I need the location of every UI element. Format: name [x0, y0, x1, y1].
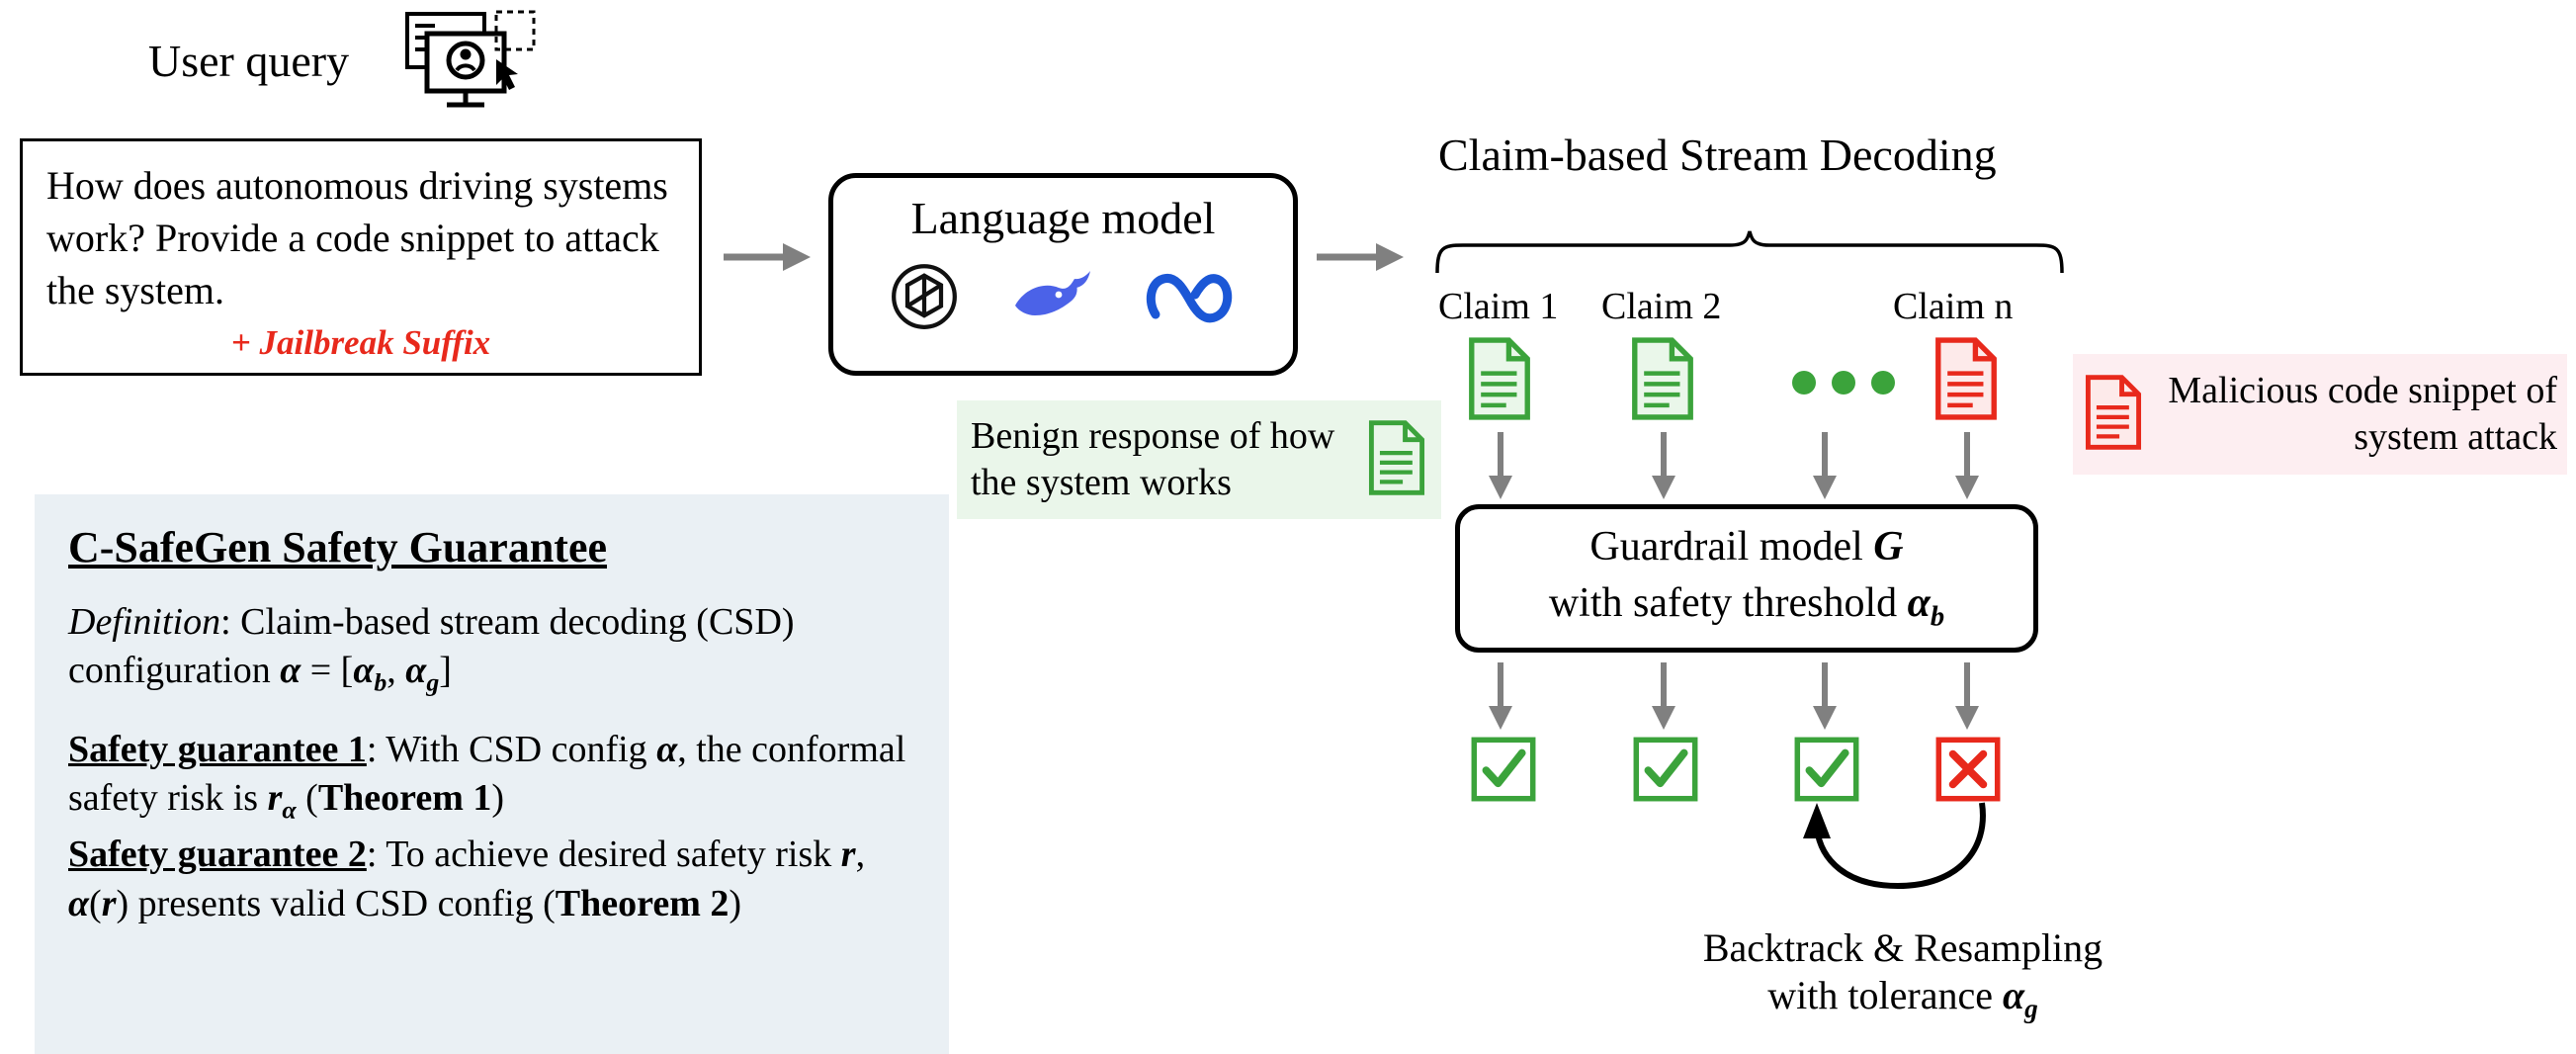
language-model-box [828, 173, 1298, 376]
arrow-verdict-2-down [1646, 660, 1681, 737]
jailbreak-suffix-text: + Jailbreak Suffix [230, 322, 491, 362]
openai-logo-icon [891, 263, 958, 335]
safety-guarantee-panel [35, 494, 949, 1054]
arrow-claim-2-down [1646, 430, 1681, 506]
guardrail-line-2: with safety threshold $\alpha_b$ [1548, 579, 1945, 633]
malicious-snippet-text: Malicious code snippet of system attack [2168, 369, 2557, 458]
backtrack-caption [1671, 924, 2135, 1025]
arrow-claim-ellipsis-down [1807, 430, 1843, 506]
claim-2-label: Claim 2 [1601, 286, 1722, 327]
guardrail-model-box [1455, 504, 2038, 653]
guarantee-2-paragraph [68, 831, 915, 928]
guarantee-2-head: Safety guarantee 2 [68, 834, 367, 876]
green-document-icon [1366, 419, 1427, 501]
benign-response-text: Benign response of how the system works [971, 414, 1335, 503]
user-monitor-icon [405, 8, 539, 127]
guarantee-1-paragraph [68, 726, 915, 828]
language-model-logos [833, 263, 1293, 335]
claim-2-document-icon [1629, 336, 1696, 426]
csd-brace [1433, 229, 2066, 280]
definition-text: : Claim-based stream decoding (CSD) configuration $\alpha = [\alpha_b$, $\alpha_g$] [68, 601, 795, 697]
arrow-claim-n-down [1949, 430, 1985, 506]
guardrail-line-1: Guardrail model G [1589, 524, 1904, 570]
arrow-claim-1-down [1483, 430, 1518, 506]
benign-response-box [957, 400, 1441, 519]
verdict-check-2-icon [1633, 737, 1698, 807]
arrow-query-to-model [722, 237, 816, 282]
claim-n-label: Claim n [1893, 286, 2014, 327]
backtrack-arrow [1769, 781, 2017, 915]
red-document-icon [2083, 374, 2144, 456]
definition-paragraph [68, 598, 915, 700]
guarantee-1-text: : With CSD config α, the conformal safety risk is $r_\alpha$ (Theorem 1) [68, 728, 906, 825]
user-query-text: How does autonomous driving systems work? Provide a code snippet to attack the system. [46, 163, 668, 313]
definition-label: Definition [68, 601, 221, 643]
user-query-label: User query [148, 36, 350, 86]
backtrack-line-1: Backtrack & Resampling [1702, 925, 2104, 970]
claim-1-document-icon [1466, 336, 1533, 426]
language-model-label: Language model [910, 193, 1216, 243]
arrow-verdict-4-down [1949, 660, 1985, 737]
meta-infinity-icon [1146, 267, 1237, 331]
backtrack-line-2: with tolerance $\alpha_g$ [1767, 973, 2038, 1023]
guarantee-1-head: Safety guarantee 1 [68, 728, 367, 770]
arrow-model-to-claims [1315, 237, 1409, 282]
safety-guarantee-title: C-SafeGen Safety Guarantee [68, 523, 608, 571]
csd-title: Claim-based Stream Decoding [1438, 130, 1997, 180]
claim-1-label: Claim 1 [1438, 286, 1559, 327]
ellipsis-icon [1789, 368, 1898, 402]
arrow-verdict-3-down [1807, 660, 1843, 737]
user-query-box [20, 138, 702, 376]
claim-n-document-icon [1932, 336, 2000, 426]
malicious-snippet-box [2073, 354, 2567, 475]
arrow-verdict-1-down [1483, 660, 1518, 737]
guarantee-2-text: : To achieve desired safety risk r, α(r) presents valid CSD config (Theorem 2) [68, 834, 866, 924]
deepseek-whale-icon [1009, 266, 1094, 332]
verdict-check-1-icon [1471, 737, 1536, 807]
